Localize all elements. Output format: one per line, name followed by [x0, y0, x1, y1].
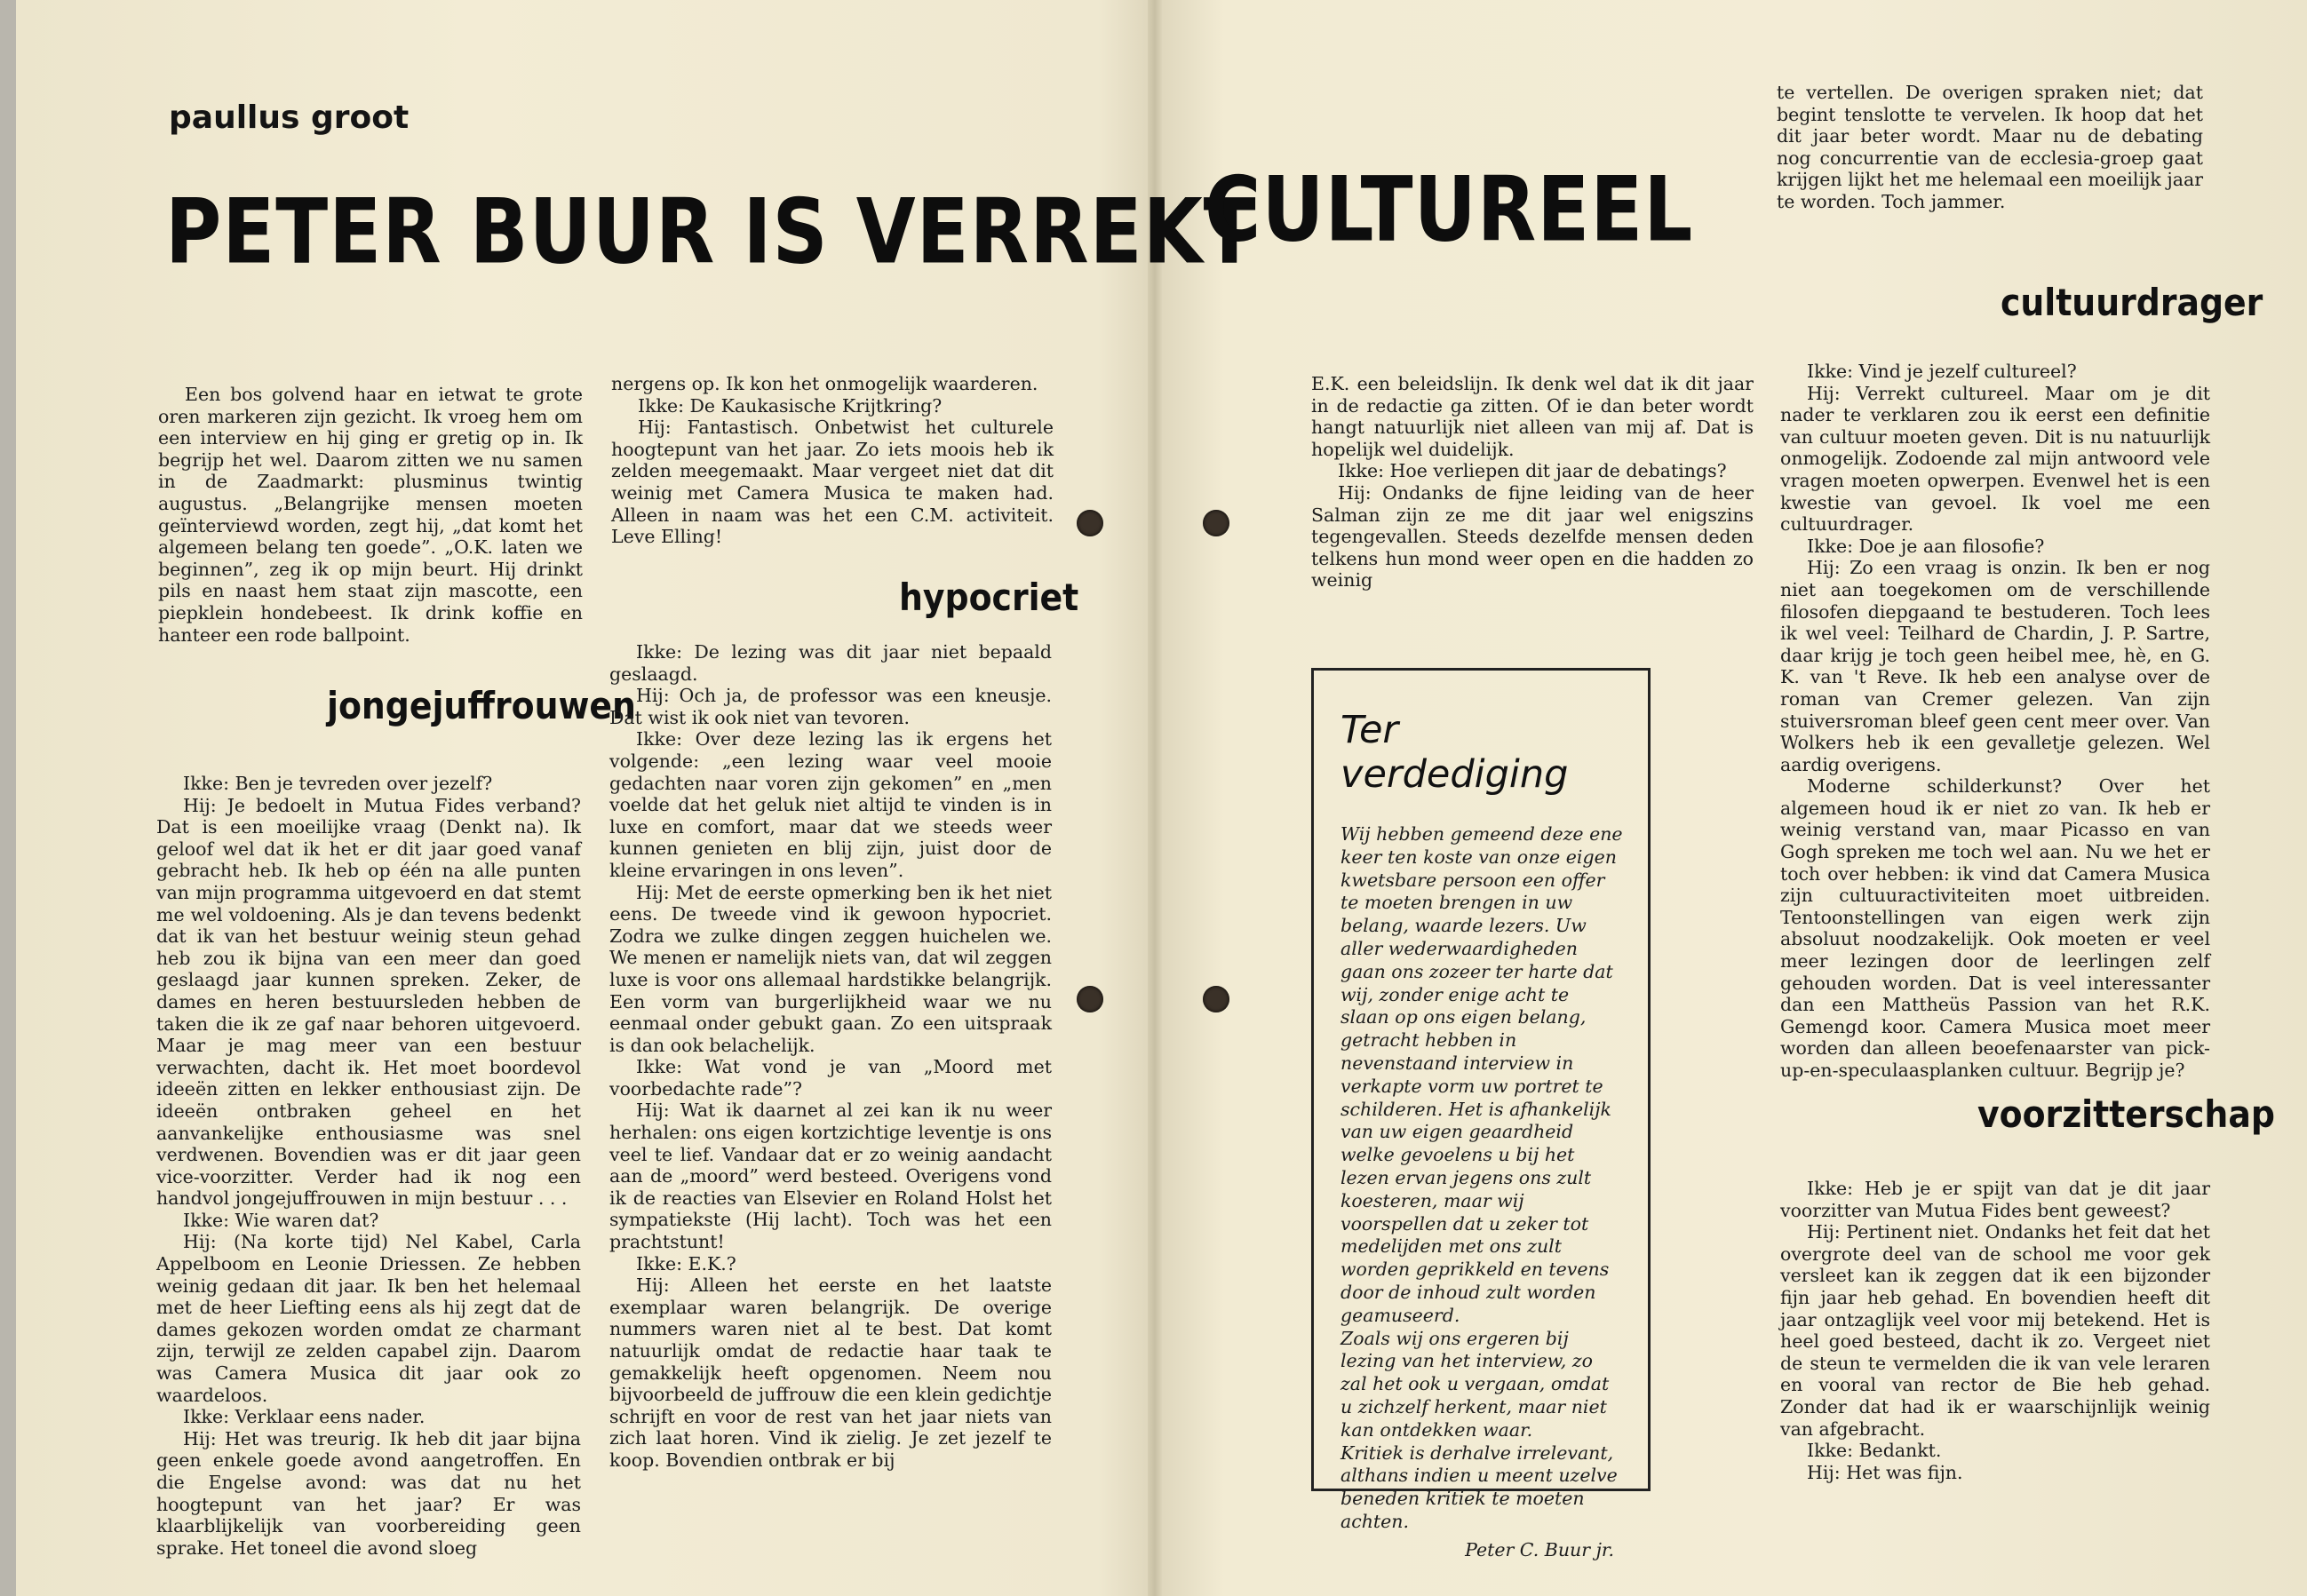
- paragraph: Hij: Pertinent niet. Ondanks het feit dat het overgrote deel van de school me voor gek versleet kan ik zeggen dat ik een bijzonder fijn jaar heb gehad. En bovendien heeft dit jaar ontzaglijk veel voor mij betekend. Het is heel goed besteed, dacht ik zo. Vergeet niet de steun te vermelden die ik van vele leraren en vooral van rector de Bie heb gehad. Zonder dat had ik er waarschijnlijk weinig van afgebracht.: [1780, 1221, 2210, 1440]
- binder-hole: [1203, 986, 1229, 1012]
- box-title: Ter verdediging: [1340, 708, 1569, 797]
- headline-left: PETER BUUR IS VERREKT: [165, 179, 1257, 284]
- subhead-cultuurdrager: cultuurdrager: [2001, 281, 2263, 324]
- paragraph: Ikke: Heb je er spijt van dat je dit jaar voorzitter van Mutua Fides bent geweest?: [1780, 1178, 2210, 1221]
- subhead-voorzitterschap: voorzitterschap: [1977, 1092, 2275, 1136]
- box-body-3: Kritiek is derhalve irrelevant, althans indien u meent uzelve beneden kritiek te moeten achten.: [1340, 1441, 1618, 1532]
- headline-right: CULTUREEL: [1205, 157, 1694, 262]
- paragraph: nergens op. Ik kon het onmogelijk waarderen.: [611, 373, 1038, 394]
- column-4-top: [1777, 82, 2203, 213]
- intro-paragraph: [158, 384, 583, 646]
- paragraph: Hij: Verrekt cultureel. Maar om je dit nader te verklaren zou ik eerst een definitie van cultuur moeten geven. Dit is nu natuurlijk onmogelijk. Zodoende zal mijn antwoord vele vragen moeten opwerpen. Evenwel het is een kwestie van gevoel. Ik voel me een cultuurdrager.: [1780, 382, 2210, 536]
- intro-text: Een bos golvend haar en ietwat te grote oren markeren zijn gezicht. Ik vroeg hem om een interview en hij ging er gretig op in. Ik begrijp het wel. Daarom zitten we nu samen in de Zaadmarkt: plusminus twintig augustus. „Belangrijke mensen moeten geïnterviewd worden, zegt hij, „dat komt het algemeen belang ten goede”. „O.K. laten we beginnen”, zeg ik op mijn beurt. Hij drinkt pils en naast hem staat zijn mascotte, een piepklein hondebeest. Ik drink koffie en hanteer een rode ballpoint.: [158, 384, 583, 646]
- paragraph: Ikke: Over deze lezing las ik ergens het volgende: „een lezing waar veel mooie gedachten naar voren zijn gekomen” en „men voelde dat het geluk niet altijd te vinden is in luxe en comfort, maar dat we steeds weer kunnen genieten en blij zijn, juist door de kleine ervaringen in ons leven”.: [609, 728, 1052, 881]
- paragraph: Hij: Fantastisch. Onbetwist het culturele hoogtepunt van het jaar. Zo iets moois heb ik zelden meegemaakt. Maar vergeet niet dat dit weinig met Camera Musica te maken had. Alleen in naam was het een C.M. activiteit. Leve Elling!: [611, 417, 1054, 548]
- paragraph: Ikke: Vind je jezelf cultureel?: [1807, 361, 2077, 382]
- binder-hole: [1077, 986, 1103, 1012]
- paragraph: Ikke: De lezing was dit jaar niet bepaald geslaagd.: [609, 641, 1052, 685]
- paragraph: Moderne schilderkunst? Over het algemeen houd ik er niet zo van. Ik heb er weinig verstand van, maar Picasso en van Gogh spreken me toch wel aan. Nu we het er toch over hebben: ik vind dat Camera Musica zijn cultuuractiviteiten moet uitbreiden. Tentoonstellingen van eigen werk zijn absoluut noodzakelijk. Ook moeten er veel meer lezingen door de leerlingen zelf gehouden worden. Dat is veel interessanter dan een Mattheüs Passion van het R.K. Gemengd koor. Camera Musica moet meer worden dan alleen beoefenaarster van pick-up-en-speculaasplanken cultuur. Begrijp je?: [1780, 775, 2210, 1081]
- paragraph: Ikke: Doe je aan filosofie?: [1807, 535, 2045, 557]
- column-2-top: [611, 373, 1054, 548]
- paragraph: te vertellen. De overigen spraken niet; dat begint tenslotte te vervelen. Ik hoop dat het dit jaar beter wordt. Maar nu de debating nog concurrentie van de ecclesia-groep gaat krijgen lijkt het me helemaal een moeilijk jaar te worden. Toch jammer.: [1777, 82, 2203, 212]
- box-signature: Peter C. Buur jr.: [1465, 1538, 1614, 1560]
- paragraph: Hij: Wat ik daarnet al zei kan ik nu weer herhalen: ons eigen kortzichtige leventje is ons veel te lief. Vandaar dat er zo weinig aandacht aan de „moord” werd besteed. Overigens vond ik de reacties van Elsevier en Roland Holst het sympatiekste (Hij lacht). Toch was het een prachtstunt!: [609, 1100, 1052, 1253]
- box-body-2: Zoals wij ons ergeren bij lezing van het interview, zo zal het ook u vergaan, omdat u zichzelf herkent, maar niet kan ontdekken waar.: [1340, 1327, 1610, 1441]
- sidebar-box-ter-verdediging: [1311, 668, 1651, 1560]
- paragraph: Ikke: De Kaukasische Krijtkring?: [638, 394, 943, 417]
- column-4-bottom: [1780, 1178, 2210, 1483]
- binder-hole: [1203, 510, 1229, 536]
- paragraph: Hij: Och ja, de professor was een kneusje. Dat wist ik ook niet van tevoren.: [609, 685, 1052, 728]
- paragraph: Ikke: Wat vond je van „Moord met voorbedachte rade”?: [609, 1056, 1052, 1100]
- paragraph: Hij: Ondanks de fijne leiding van de heer Salman zijn ze me dit jaar wel enigszins tegengevallen. Steeds dezelfde mensen deden telkens hun mond weer open en die hadden zo weinig: [1311, 481, 1754, 592]
- paragraph: Ikke: Wie waren dat?: [183, 1209, 379, 1231]
- paragraph: Hij: Zo een vraag is onzin. Ik ben er nog niet aan toegekomen om de verschillende filosofen diepgaand te bestuderen. Toch lees ik wel veel: Teilhard de Chardin, J. P. Sartre, daar krijg je toch geen heibel mee, hè, en G. K. van 't Reve. Ik heb een analyse over de roman van Cremer gelezen. Van zijn stuiversroman bleef geen cent meer over. Van Wolkers heb ik een gevalletje gelezen. Wel aardig overigens.: [1780, 557, 2210, 775]
- column-1: [156, 773, 581, 1559]
- subhead-hypocriet: hypocriet: [899, 576, 1079, 619]
- column-4: [1780, 361, 2210, 1082]
- binder-hole: [1077, 510, 1103, 536]
- paragraph: Hij: Alleen het eerste en het laatste exemplaar waren belangrijk. De overige nummers waren niet al te best. Dat komt natuurlijk omdat de redactie haar taak te gemakkelijk heeft opgenomen. Neem nou bijvoorbeeld de juffrouw die een klein gedichtje schrijft en voor de rest van het jaar niets van zich laat horen. Vind ik zielig. Je zet jezelf te koop. Bovendien ontbrak er bij: [609, 1274, 1052, 1471]
- paragraph: Ikke: Bedankt.: [1807, 1440, 1942, 1462]
- column-2: [609, 641, 1052, 1472]
- paragraph: Hij: (Na korte tijd) Nel Kabel, Carla Appelboom en Leonie Driessen. Ze hebben weinig gedaan dit jaar. Ik ben het helemaal met de heer Liefting eens als hij zegt dat de dames gekozen worden omdat ze charmant zijn, terwijl ze zelden capabel zijn. Daarom was Camera Musica dit jaar ook zo waardeloos.: [156, 1231, 581, 1406]
- paragraph: Hij: Je bedoelt in Mutua Fides verband? Dat is een moeilijke vraag (Denkt na). Ik geloof wel dat ik het er dit jaar goed vanaf gebracht heb. Ik heb op één na alle punten van mijn programma uitgevoerd en dat stemt me wel voldoening. Als je dan tevens bedenkt dat ik van het bestuur weinig steun gehad heb zou ik bijna van een meer dan goed geslaagd jaar kunnen spreken. Zeker, de dames en heren bestuursleden hebben de taken die ik ze gaf naar behoren uitgevoerd. Maar je mag meer van een bestuur verwachten, dacht ik. Het moet boordevol ideeën zitten en lekker enthousiast zijn. De ideeën ontbraken geheel en het aanvankelijke enthousiasme was snel verdwenen. Bovendien was er dit jaar geen vice-voorzitter. Verder had ik nog een handvol jongejuffrouwen in mijn bestuur . . .: [156, 794, 581, 1210]
- paragraph: Hij: Met de eerste opmerking ben ik het niet eens. De tweede vind ik gewoon hypocriet. Zodra we zulke dingen zeggen huichelen we. We menen er namelijk niets van, dat wil zeggen luxe is voor ons allemaal hardstikke belangrijk. Een vorm van burgerlijkheid waar we nu eenmaal onder gebukt gaan. Zo een uitspraak is dan ook belachelijk.: [609, 881, 1052, 1056]
- paragraph: Ikke: E.K.?: [636, 1252, 736, 1274]
- paragraph: E.K. een beleidslijn. Ik denk wel dat ik dit jaar in de redactie ga zitten. Of ie dan beter wordt hangt natuurlijk niet alleen van mij af. Dat is hopelijk wel duidelijk.: [1311, 373, 1754, 460]
- paragraph: Ikke: Verklaar eens nader.: [183, 1406, 426, 1428]
- column-3: [1311, 373, 1754, 592]
- paragraph: Hij: Het was fijn.: [1807, 1461, 1963, 1483]
- box-body: Wij hebben gemeend deze ene keer ten koste van onze eigen kwetsbare persoon een offer te moeten brengen in uw belang, waarde lezers. Uw aller wederwaardigheden gaan ons zozeer ter harte dat wij, zonder enige acht te slaan op ons eigen belang, getracht hebben in nevenstaand interview in verkapte vorm uw portret te schilderen. Het is afhankelijk van uw eigen geaardheid welke gevoelens u bij het lezen ervan jegens ons zult koesteren, maar wij voorspellen dat u zeker tot medelijden met ons zult worden geprikkeld en tevens door de inhoud zult worden geamuseerd.: [1340, 823, 1623, 1326]
- subhead-jongejuffrouwen: jongejuffrouwen: [327, 684, 636, 727]
- paragraph: Hij: Het was treurig. Ik heb dit jaar bijna geen enkele goede avond aangetroffen. En die Engelse avond: was dat nu het hoogtepunt van het jaar? Er was klaarblijkelijk van voorbereiding geen sprake. Het toneel die avond sloeg: [156, 1427, 581, 1559]
- paragraph: Ikke: Ben je tevreden over jezelf?: [183, 773, 493, 794]
- paragraph: Ikke: Hoe verliepen dit jaar de debatings?: [1338, 460, 1727, 482]
- author-byline: paullus groot: [169, 99, 410, 136]
